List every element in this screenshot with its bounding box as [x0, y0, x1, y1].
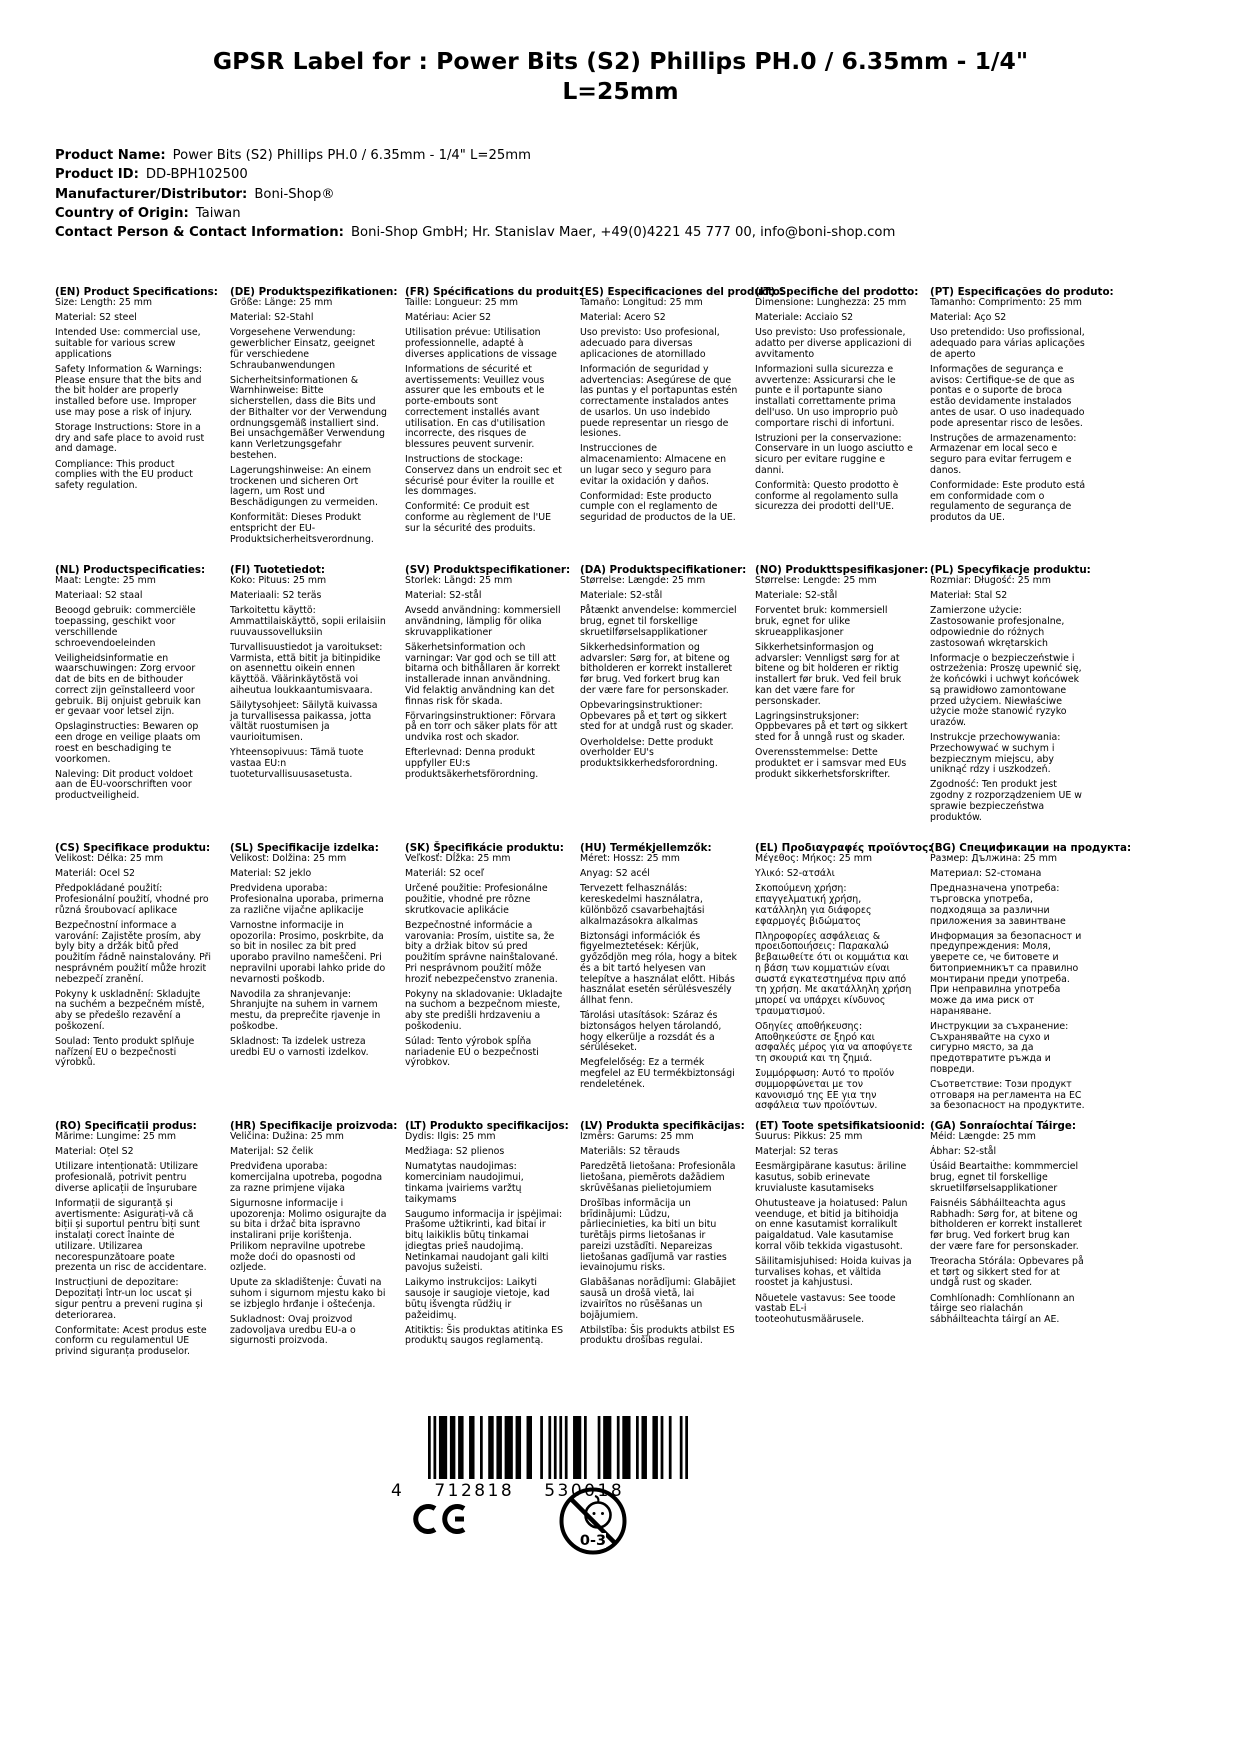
- spec-paragraph: Conformité: Ce produit est conforme au règlement de l'UE sur la sécurité des produits.: [405, 501, 552, 534]
- spec-paragraph: Sikkerhetsinformasjon og advarsler: Vennligst sørg for at bitene og bit holderen er riktig installert før bruk. Ved feil bruk kan det være fare for personskader.: [755, 642, 902, 707]
- spec-paragraph: Conformidade: Este produto está em conformidade com o regulamento de segurança de produtos da UE.: [930, 480, 1086, 524]
- spec-paragraph: Πληροφορίες ασφάλειας & προειδοποιήσεις: Παρακαλώ βεβαιωθείτε ότι οι κομμάτια και η βάση των κομματιών είναι σωστά εγκατεστημένα πριν από τη χρήση. Με ακατάλληλη χρήση μπορεί να υπάρχει κίνδυνος τραυματισμού.: [755, 930, 912, 1017]
- spec-heading: (NL) Productspecificaties:: [55, 564, 206, 576]
- spec-cell-it: [755, 286, 919, 565]
- page-title-line2: L=25mm: [562, 77, 679, 105]
- spec-cell-el: [755, 842, 933, 1121]
- spec-paragraph: Soulad: Tento produkt splňuje nařízení EU o bezpečnosti výrobků.: [55, 1036, 195, 1069]
- spec-body: [930, 854, 1088, 1112]
- product-info-row: [55, 165, 895, 184]
- spec-heading: (ET) Toote spetsifikatsioonid:: [755, 1120, 925, 1132]
- spec-paragraph: Lagerungshinweise: An einem trockenen und sicheren Ort lagern, um Rost und Beschädigungen zu vermeiden.: [230, 464, 378, 508]
- spec-body: [930, 576, 1088, 823]
- spec-paragraph: Compliance: This product complies with the EU product safety regulation.: [55, 458, 193, 492]
- spec-heading: (FR) Spécifications du produit:: [405, 286, 583, 298]
- spec-cell-hr: [230, 1120, 398, 1399]
- spec-paragraph: Naleving: Dit product voldoet aan de EU-voorschriften voor productveiligheid.: [55, 768, 193, 802]
- spec-paragraph: Overholdelse: Dette produkt overholder EU's produktsikkerhedsforordning.: [580, 736, 718, 770]
- spec-cell-fr: [405, 286, 583, 565]
- spec-paragraph: Vorgesehene Verwendung: gewerblicher Einsatz, geeignet für verschiedene Schraubanwendungen: [230, 327, 375, 371]
- spec-paragraph: Material: Acero S2: [580, 312, 666, 324]
- spec-paragraph: Numatytas naudojimas: komerciniam naudojimui, tinkama įvairiems varžtų taikymams: [405, 1161, 524, 1205]
- spec-paragraph: Určené použitie: Profesionálne použitie, vhodné pre rôzne skrutkovacie aplikácie: [405, 883, 548, 916]
- spec-paragraph: Sigurnosne informacije i upozorenja: Molimo osigurajte da su bita i držač bita ispravno instalirani prije korištenja. Prilikom nepravilne upotrebe može doći do opasnosti od ozljede.: [230, 1198, 387, 1274]
- spec-body: [55, 1132, 213, 1358]
- spec-paragraph: Uso previsto: Uso profesional, adecuado para diversas aplicaciones de atornillado: [580, 327, 720, 360]
- spec-paragraph: Safety Information & Warnings: Please ensure that the bits and the bit holder are properly installed before use. Improper use may pose a risk of injury.: [55, 364, 203, 418]
- spec-paragraph: Materiaal: S2 staal: [55, 590, 143, 602]
- spec-paragraph: Informations de sécurité et avertissements: Veuillez vous assurer que les embouts et le porte-embouts sont correctement installés avant utilisation. En cas d'utilisation incorrecte, des risques de blessures peuvent survenir.: [405, 364, 546, 450]
- spec-paragraph: Medžiaga: S2 plienos: [405, 1146, 505, 1158]
- spec-paragraph: Overensstemmelse: Dette produktet er i samsvar med EUs produkt sikkerhetsforskrifter.: [755, 747, 907, 780]
- spec-body: [230, 1132, 388, 1347]
- spec-paragraph: Materiál: Ocel S2: [55, 868, 136, 880]
- spec-paragraph: Size: Length: 25 mm: [55, 297, 153, 308]
- spec-paragraph: Размер: Дължина: 25 mm: [930, 853, 1057, 864]
- spec-heading: (RO) Specificații produs:: [55, 1120, 197, 1132]
- spec-paragraph: Sikkerhedsinformation og advarsler: Sørg for, at bitene og bitholderen er korrekt installeret før brug. Ved forkert brug kan der være fare for personskader.: [580, 642, 733, 696]
- spec-paragraph: Paredzētā lietošana: Profesionāla lietošana, piemērots dažādiem skrūvēšanas pielietojumiem: [580, 1161, 736, 1194]
- spec-paragraph: Οδηγίες αποθήκευσης: Αποθηκεύστε σε ξηρό και ασφαλές μέρος για να αποφύγετε τη σκουριά και τη ζημιά.: [755, 1020, 913, 1064]
- spec-body: [580, 1132, 738, 1347]
- spec-paragraph: Předpokládané použití: Profesionální použití, vhodné pro různá šroubovací aplikace: [55, 883, 209, 916]
- spec-heading: (EN) Product Specifications:: [55, 286, 218, 298]
- spec-paragraph: Ohutusteave ja hoiatused: Palun veenduge, et bitid ja bitihoidja on enne kasutamist korralikult paigaldatud. Vale kasutamise korral võib tekkida vigastusoht.: [755, 1198, 908, 1252]
- product-info-label: Product ID:: [55, 167, 139, 183]
- product-info-label: Product Name:: [55, 148, 166, 163]
- spec-paragraph: Eesmärgipärane kasutus: äriline kasutus, sobib erinevate kruvialuste kasutamiseks: [755, 1161, 907, 1194]
- spec-paragraph: Koko: Pituus: 25 mm: [230, 575, 327, 586]
- spec-paragraph: Veličina: Dužina: 25 mm: [230, 1131, 344, 1142]
- spec-heading: (ES) Especificaciones del producto:: [580, 286, 784, 298]
- spec-paragraph: Materiaali: S2 teräs: [230, 590, 322, 602]
- spec-paragraph: Conformità: Questo prodotto è conforme al regolamento sulla sicurezza dei prodotti dell'UE.: [755, 480, 899, 513]
- spec-paragraph: Instrukcje przechowywania: Przechowywać w suchym i bezpiecznym miejscu, aby uniknąć rdzy i uszkodzeń.: [930, 732, 1061, 776]
- spec-body: [755, 298, 913, 513]
- spec-paragraph: Tarkoitettu käyttö: Ammattilaiskäyttö, sopii erilaisiin ruuvaussovelluksiin: [230, 605, 386, 638]
- spec-cell-pl: [930, 564, 1091, 843]
- spec-paragraph: Materijal: S2 čelik: [230, 1146, 314, 1158]
- spec-cell-ga: [930, 1121, 1088, 1399]
- spec-paragraph: Opslaginstructies: Bewaren op een droge en veilige plaats om roest en beschadiging te voorkomen.: [55, 721, 201, 765]
- barcode-digit-group: 530018: [544, 1481, 625, 1501]
- spec-paragraph: Предназначена употреба: търговска употреба, подходяща за различни приложения за завинтване: [930, 883, 1066, 927]
- page-title: [0, 46, 1241, 106]
- spec-paragraph: Tervezett felhasználás: kereskedelmi használatra, különböző csavarbehajtási alkalmazásokra alkalmas: [580, 883, 705, 927]
- spec-heading: (LT) Produkto specifikacijos:: [405, 1120, 569, 1132]
- spec-paragraph: Bezpečnostné informácie a varovania: Prosím, uistite sa, že bity a držiak bitov sú pred použitím správne nainštalované. Pri nesprávnom použití môže hroziť nebezpečenstvo zranenia.: [405, 920, 559, 985]
- spec-paragraph: Rozmiar: Długość: 25 mm: [930, 575, 1051, 586]
- spec-paragraph: Størrelse: Længde: 25 mm: [580, 575, 706, 586]
- spec-cell-lt: [405, 1120, 569, 1399]
- product-info-value: Taiwan: [195, 205, 241, 221]
- spec-paragraph: Instruções de armazenamento: Armazenar em local seco e seguro para evitar ferrugem e danos.: [930, 432, 1077, 476]
- spec-cell-pt: [930, 286, 1114, 565]
- spec-cell-da: [580, 564, 747, 843]
- product-info-label: Manufacturer/Distributor:: [55, 186, 248, 202]
- spec-paragraph: Materiał: Stal S2: [930, 590, 1008, 602]
- spec-paragraph: Materiāls: S2 tērauds: [580, 1146, 680, 1158]
- spec-paragraph: Tamanho: Comprimento: 25 mm: [930, 297, 1082, 308]
- spec-paragraph: Säkerhetsinformation och varningar: Var god och se till att bitarna och bithållaren är korrekt installerade innan användning. Vid felaktig användning kan det finnas risk för skada.: [405, 642, 560, 707]
- spec-paragraph: Matériau: Acier S2: [405, 312, 492, 324]
- product-info-value: Power Bits (S2) Phillips PH.0 / 6.35mm - 1/4" L=25mm: [172, 148, 531, 163]
- spec-paragraph: Upute za skladištenje: Čuvati na suhom i sigurnom mjestu kako bi se izbjeglo hrđanje i oštećenja.: [230, 1277, 386, 1310]
- spec-paragraph: Forventet bruk: kommersiell bruk, egnet for ulike skrueapplikasjoner: [755, 605, 888, 638]
- spec-body: [55, 576, 213, 802]
- spec-paragraph: Mărime: Lungime: 25 mm: [55, 1131, 177, 1142]
- spec-paragraph: Material: S2 steel: [55, 312, 137, 324]
- spec-heading: (BG) Спецификации на продукта:: [930, 842, 1132, 854]
- product-info-row: [55, 185, 895, 204]
- spec-heading: (LV) Produkta specifikācijas:: [580, 1120, 745, 1132]
- spec-paragraph: Intended Use: commercial use, suitable for various screw applications: [55, 327, 201, 360]
- spec-paragraph: Faisnéis Sábháilteachta agus Rabhadh: Sørg for, at bitene og bitholderen er korrekt installeret før brug. Ved forkert brug kan der være fare for personskader.: [930, 1198, 1083, 1252]
- spec-paragraph: Material: S2-Stahl: [230, 312, 314, 324]
- spec-paragraph: Velikost: Délka: 25 mm: [55, 853, 164, 864]
- product-info-value: Boni-Shop®: [254, 186, 335, 202]
- product-info-row: [55, 146, 895, 165]
- spec-cell-no: [755, 564, 929, 843]
- spec-body: [230, 298, 388, 545]
- product-info-row: [55, 204, 895, 223]
- spec-paragraph: Izmērs: Garums: 25 mm: [580, 1131, 694, 1142]
- spec-heading: (CS) Specifikace produktu:: [55, 842, 211, 854]
- spec-paragraph: Materiale: S2-stål: [580, 590, 663, 602]
- spec-paragraph: Efterlevnad: Denna produkt uppfyller EU:s produktsäkerhetsförordning.: [405, 747, 539, 780]
- spec-paragraph: Sukladnost: Ovaj proizvod zadovoljava uredbu EU-a o sigurnosti proizvoda.: [230, 1314, 356, 1347]
- spec-paragraph: Conformidad: Este producto cumple con el reglamento de seguridad de productos de la UE.: [580, 490, 736, 524]
- spec-body: [930, 1132, 1088, 1326]
- spec-cell-nl: [55, 565, 213, 843]
- spec-paragraph: Megfelelőség: Ez a termék megfelel az EU termékbiztonsági rendeletének.: [580, 1057, 735, 1090]
- spec-heading: (SL) Specifikacije izdelka:: [230, 842, 379, 854]
- spec-paragraph: Instrucțiuni de depozitare: Depozitați într-un loc uscat și sigur pentru a preveni rugina și deteriorarea.: [55, 1277, 203, 1321]
- spec-heading: (FI) Tuotetiedot:: [230, 564, 325, 576]
- spec-paragraph: Tamaño: Longitud: 25 mm: [580, 297, 703, 308]
- spec-body: [580, 854, 738, 1091]
- spec-paragraph: Dydis: Ilgis: 25 mm: [405, 1131, 496, 1142]
- spec-paragraph: Veiligheidsinformatie en waarschuwingen: Zorg ervoor dat de bits en de bithouder correct zijn geïnstalleerd voor gebruik. Bij onjuist gebruik kan er gevaar voor letsel zijn.: [55, 652, 201, 718]
- spec-cell-ro: [55, 1121, 213, 1399]
- spec-paragraph: Lagringsinstruksjoner: Oppbevares på et tørt og sikkert sted for å unngå rust og skader.: [755, 710, 908, 744]
- spec-body: [55, 298, 213, 492]
- spec-heading: (PT) Especificações do produto:: [930, 286, 1114, 298]
- spec-paragraph: Instrucciones de almacenamiento: Almacene en un lugar seco y seguro para evitar la oxidación y daños.: [580, 443, 727, 487]
- spec-paragraph: Méid: Længde: 25 mm: [930, 1131, 1036, 1142]
- spec-paragraph: Materiál: S2 oceľ: [405, 868, 485, 880]
- spec-paragraph: Υλικό: S2-ατσάλι: [755, 868, 835, 880]
- spec-paragraph: Инструкции за съхранение: Съхранявайте на сухо и сигурно място, за да предотвратите ръжда и повреди.: [930, 1020, 1069, 1075]
- spec-body: [405, 854, 563, 1069]
- spec-heading: (SK) Špecifikácie produktu:: [405, 842, 564, 854]
- spec-body: [55, 854, 213, 1069]
- spec-paragraph: Utilizare intenționată: Utilizare profesională, potrivit pentru diverse aplicații de înșurubare: [55, 1161, 199, 1194]
- spec-body: [405, 298, 563, 535]
- spec-paragraph: Predviđena uporaba: komercijalna upotreba, pogodna za razne primjene vijaka: [230, 1161, 383, 1194]
- spec-heading: (NO) Produkttspesifikasjoner:: [755, 564, 929, 576]
- spec-paragraph: Dimensione: Lunghezza: 25 mm: [755, 297, 907, 308]
- spec-paragraph: Turvallisuustiedot ja varoitukset: Varmista, että bitit ja bitinpidike on asennettu oikein ennen käyttöä. Väärinkäytöstä voi aiheutua loukkaantumisvaara.: [230, 642, 383, 696]
- spec-paragraph: Istruzioni per la conservazione: Conservare in un luogo asciutto e sicuro per evitare ruggine e danni.: [755, 432, 913, 476]
- spec-body: [930, 298, 1088, 524]
- spec-body: [755, 854, 913, 1112]
- spec-paragraph: Sicherheitsinformationen & Warnhinweise: Bitte sicherstellen, dass die Bits und der Bithalter vor der Verwendung ordnungsgemäß installiert sind. Bei unsachgemäßer Verwendung kann Verletzungsgefahr bestehen.: [230, 374, 387, 461]
- barcode-digit-group: 4: [391, 1481, 405, 1501]
- spec-paragraph: Pokyny na skladovanie: Ukladajte na suchom a bezpečnom mieste, aby ste predišli hrdzaveniu a poškodeniu.: [405, 988, 563, 1032]
- spec-paragraph: Predvidena uporaba: Profesionalna uporaba, primerna za različne vijačne aplikacije: [230, 883, 384, 916]
- ce-mark-icon: [412, 1496, 468, 1542]
- spec-paragraph: Säilytysohjeet: Säilytä kuivassa ja turvallisessa paikassa, jotta vältät ruostumisen ja vaurioitumisen.: [230, 700, 378, 744]
- spec-body: [405, 1132, 563, 1347]
- spec-paragraph: Utilisation prévue: Utilisation professionnelle, adapté à diverses applications de vissage: [405, 327, 557, 360]
- spec-paragraph: Maat: Lengte: 25 mm: [55, 575, 156, 586]
- spec-paragraph: Material: S2 jeklo: [230, 868, 312, 880]
- spec-paragraph: Säilitamisjuhised: Hoida kuivas ja turvalises kohas, et vältida roostet ja kahjustusi.: [755, 1256, 912, 1289]
- product-info-label: Country of Origin:: [55, 205, 189, 221]
- spec-heading: (HU) Termékjellemzők:: [580, 842, 712, 854]
- spec-paragraph: Uso pretendido: Uso profissional, adequado para várias aplicações de aperto: [930, 327, 1085, 360]
- spec-cell-en: [55, 286, 218, 565]
- spec-cell-et: [755, 1120, 925, 1399]
- spec-paragraph: Tárolási utasítások: Száraz és biztonságos helyen tárolandó, hogy elkerülje a rozsdát és a sérüléseket.: [580, 1010, 722, 1054]
- spec-paragraph: Größe: Länge: 25 mm: [230, 297, 333, 308]
- spec-paragraph: Förvaringsinstruktioner: Förvara på en torr och säker plats för att undvika rost och skador.: [405, 710, 558, 744]
- spec-paragraph: Информация за безопасност и предупреждения: Моля, уверете се, че битовете и битоприемникът са правилно монтирани преди употреба. При неправилна употреба може да има риск от нараняване.: [930, 930, 1082, 1017]
- age-warning-label: 0-3: [579, 1533, 607, 1549]
- spec-paragraph: Storage Instructions: Store in a dry and safe place to avoid rust and damage.: [55, 422, 205, 455]
- spec-paragraph: Μέγεθος: Μήκος: 25 mm: [755, 853, 872, 864]
- spec-paragraph: Anyag: S2 acél: [580, 868, 650, 880]
- spec-cell-hu: [580, 843, 738, 1121]
- spec-paragraph: Ábhar: S2-stål: [930, 1146, 997, 1158]
- spec-heading: (HR) Specifikacije proizvoda:: [230, 1120, 398, 1132]
- spec-paragraph: Saugumo informacija ir įspėjimai: Prašome užtikrinti, kad bitai ir bitų laikiklis būtų tinkamai įdiegtas prieš naudojimą. Netinkamai naudojant gali kilti pavojus sužeisti.: [405, 1208, 563, 1274]
- spec-paragraph: Zgodność: Ten produkt jest zgodny z rozporządzeniem UE w sprawie bezpieczeństwa produktów.: [930, 779, 1082, 823]
- spec-paragraph: Informazioni sulla sicurezza e avvertenze: Assicurarsi che le punte e il portapunte siano installati correttamente prima dell'uso. Un uso improprio può comportare rischi di infortuni.: [755, 364, 899, 429]
- spec-cell-de: [230, 286, 398, 565]
- spec-paragraph: Instructions de stockage: Conservez dans un endroit sec et sécurisé pour éviter la rouille et les dommages.: [405, 454, 562, 498]
- spec-cell-bg: [930, 842, 1132, 1121]
- product-info: [55, 146, 895, 242]
- spec-heading: (PL) Specyfikacje produktu:: [930, 564, 1091, 576]
- spec-body: [230, 854, 388, 1058]
- spec-paragraph: Veľkosť: Dĺžka: 25 mm: [405, 853, 511, 864]
- spec-heading: (DA) Produktspecifikationer:: [580, 564, 747, 576]
- spec-paragraph: Material: Oțel S2: [55, 1146, 134, 1158]
- spec-paragraph: Storlek: Längd: 25 mm: [405, 575, 513, 586]
- spec-paragraph: Materjal: S2 teras: [755, 1146, 839, 1158]
- spec-paragraph: Varnostne informacije in opozorila: Prosimo, poskrbite, da so bit in nosilec za bit pred uporabo pravilno nameščeni. Pri nepravilni uporabi lahko pride do nevarnosti poškodb.: [230, 920, 386, 985]
- specs-grid: [55, 286, 1132, 1399]
- spec-paragraph: Comhlíonadh: Comhlíonann an táirge seo rialachán sábháilteachta táirgí an AE.: [930, 1292, 1075, 1326]
- spec-body: [580, 576, 738, 770]
- barcode: [428, 1416, 688, 1479]
- spec-cell-sl: [230, 843, 388, 1121]
- spec-paragraph: Συμμόρφωση: Αυτό το προϊόν συμμορφώνεται με τον κανονισμό της ΕΕ για την ασφάλεια των προϊόντων.: [755, 1068, 895, 1112]
- spec-paragraph: Súlad: Tento výrobok spĺňa nariadenie EÚ o bezpečnosti výrobkov.: [405, 1036, 539, 1069]
- spec-paragraph: Úsáid Beartaithe: kommmerciel brug, egnet til forskellige skruetilførselsapplikationer: [930, 1161, 1079, 1194]
- ce-mark: [412, 1496, 468, 1542]
- spec-paragraph: Biztonsági információk és figyelmeztetések: Kérjük, győződjön meg róla, hogy a bitek és a bit tartó helyesen van telepítve a használat előtt. Hibás használat esetén sérülésveszély állhat fenn.: [580, 930, 737, 1006]
- age-warning: [557, 1485, 629, 1557]
- spec-paragraph: Zamierzone użycie: Zastosowanie profesjonalne, odpowiednie do różnych zastosowań wkrętarskich: [930, 605, 1065, 649]
- spec-paragraph: Материал: S2-стомана: [930, 868, 1042, 880]
- product-info-label: Contact Person & Contact Information:: [55, 225, 344, 241]
- spec-body: [230, 576, 388, 780]
- spec-paragraph: Avsedd användning: kommersiell användning, lämplig för olika skruvapplikationer: [405, 605, 561, 638]
- spec-paragraph: Σκοπούμενη χρήση: επαγγελματική χρήση, κατάλληλη για διάφορες εφαρμογές βιδώματος: [755, 883, 872, 927]
- spec-cell-cs: [55, 843, 213, 1121]
- spec-cell-es: [580, 286, 784, 565]
- spec-paragraph: Méret: Hossz: 25 mm: [580, 853, 680, 864]
- spec-paragraph: Konformität: Dieses Produkt entspricht der EU-Produktsicherheitsverordnung.: [230, 512, 374, 545]
- spec-paragraph: Pokyny k uskladnění: Skladujte na suchém a bezpečném místě, aby se předešlo rezavění a poškození.: [55, 988, 205, 1032]
- spec-paragraph: Informații de siguranță și avertismente: Asigurați-vă că biții și suportul pentru biți sunt instalați corect înainte de utilizare. Utilizarea necorespunzătoare poate prezenta un risc de accidentare.: [55, 1198, 207, 1274]
- spec-cell-sv: [405, 564, 571, 843]
- spec-paragraph: Uso previsto: Uso professionale, adatto per diverse applicazioni di avvitamento: [755, 327, 912, 360]
- spec-paragraph: Bezpečnostní informace a varování: Zajistěte prosím, aby byly bity a držák bitů před použitím řádně nainstalovány. Při nesprávném použití může hrozit nebezpečí zranění.: [55, 920, 212, 985]
- spec-paragraph: Glabāšanas norādījumi: Glabājiet sausā un drošā vietā, lai izvairītos no rūsēšanas un bojājumiem.: [580, 1277, 736, 1321]
- spec-paragraph: Treoracha Stórála: Opbevares på et tørt og sikkert sted for at undgå rust og skader.: [930, 1256, 1084, 1289]
- spec-paragraph: Material: S2-stål: [405, 590, 482, 602]
- product-info-value: Boni-Shop GmbH; Hr. Stanislav Maer, +49(0)4221 45 777 00, info@boni-shop.com: [350, 225, 896, 241]
- spec-heading: (EL) Προδιαγραφές προϊόντος:: [755, 842, 933, 854]
- spec-paragraph: Materiale: Acciaio S2: [755, 312, 854, 324]
- spec-heading: (SV) Produktspecifikationer:: [405, 564, 571, 576]
- spec-heading: (DE) Produktspezifikationen:: [230, 286, 398, 298]
- age-warning-icon: [557, 1485, 629, 1557]
- spec-cell-fi: [230, 565, 388, 843]
- spec-body: [755, 1132, 913, 1326]
- product-info-row: [55, 223, 895, 242]
- spec-paragraph: Laikymo instrukcijos: Laikyti sausoje ir saugioje vietoje, kad būtų išvengta rūdžių ir pažeidimų.: [405, 1277, 550, 1321]
- spec-paragraph: Størrelse: Lengde: 25 mm: [755, 575, 877, 586]
- spec-paragraph: Materiale: S2-stål: [755, 590, 838, 602]
- spec-cell-sk: [405, 843, 563, 1121]
- spec-body: [580, 298, 738, 524]
- spec-heading: (IT) Specifiche del prodotto:: [755, 286, 919, 298]
- spec-heading: (GA) Sonraíochtaí Táirge:: [930, 1120, 1077, 1132]
- spec-body: [755, 576, 913, 780]
- spec-paragraph: Atbilstība: Šis produkts atbilst ES produktu drošības regulai.: [580, 1324, 735, 1347]
- barcode-digit-group: 712818: [434, 1481, 515, 1501]
- spec-paragraph: Drošības informācija un brīdinājumi: Lūdzu, pārliecinieties, ka biti un bitu turētājs pirms lietošanas ir pareizi uzstādīti. Nepareizas lietošanas gadījumā var rasties ievainojumu risks.: [580, 1198, 727, 1274]
- spec-paragraph: Påtænkt anvendelse: kommerciel brug, egnet til forskellige skruetilførselsapplikationer: [580, 605, 737, 638]
- spec-paragraph: Velikost: Dolžina: 25 mm: [230, 853, 347, 864]
- spec-paragraph: Conformitate: Acest produs este conform cu regulamentul UE privind siguranța produselor.: [55, 1324, 207, 1358]
- spec-paragraph: Material: Aço S2: [930, 312, 1007, 324]
- spec-paragraph: Suurus: Pikkus: 25 mm: [755, 1131, 863, 1142]
- spec-paragraph: Atitiktis: Šis produktas atitinka ES produktų saugos reglamentą.: [405, 1324, 564, 1347]
- spec-body: [405, 576, 563, 780]
- spec-paragraph: Informações de segurança e avisos: Certifique-se de que as pontas e o suporte de broca estão devidamente instalados antes de usar. O uso inadequado pode apresentar risco de lesões.: [930, 364, 1085, 429]
- spec-paragraph: Yhteensopivuus: Tämä tuote vastaa EU:n tuoteturvallisuusasetusta.: [230, 747, 364, 780]
- product-info-value: DD-BPH102500: [145, 167, 248, 183]
- spec-cell-lv: [580, 1120, 745, 1399]
- spec-paragraph: Skladnost: Ta izdelek ustreza uredbi EU o varnosti izdelkov.: [230, 1036, 369, 1058]
- spec-paragraph: Información de seguridad y advertencias: Asegúrese de que las puntas y el portapuntas estén correctamente instalados antes de usarlos. Un uso indebido puede representar un riesgo de lesiones.: [580, 364, 738, 440]
- spec-paragraph: Съответствие: Този продукт отговаря на регламента на ЕС за безопасност на продуктите.: [930, 1078, 1085, 1112]
- barcode-bars-icon: [428, 1416, 688, 1479]
- spec-paragraph: Taille: Longueur: 25 mm: [405, 297, 518, 308]
- spec-paragraph: Beoogd gebruik: commerciële toepassing, geschikt voor verschillende schroevendoeleinden: [55, 605, 196, 649]
- spec-paragraph: Opbevaringsinstruktioner: Opbevares på et tørt og sikkert sted for at undgå rust og skader.: [580, 700, 734, 733]
- spec-paragraph: Informacje o bezpieczeństwie i ostrzeżenia: Proszę upewnić się, że końcówki i uchwyt końcówek są prawidłowo zamontowane przed użyciem. Niewłaściwe użycie może stanowić ryzyko urazów.: [930, 652, 1082, 728]
- spec-paragraph: Nõuetele vastavus: See toode vastab EL-i tooteohutusmäärusele.: [755, 1292, 896, 1326]
- spec-paragraph: Navodila za shranjevanje: Shranjujte na suhem in varnem mestu, da preprečite rjavenje in poškodbe.: [230, 988, 381, 1032]
- page-title-line1: GPSR Label for : Power Bits (S2) Phillips PH.0 / 6.35mm - 1/4": [212, 47, 1029, 75]
